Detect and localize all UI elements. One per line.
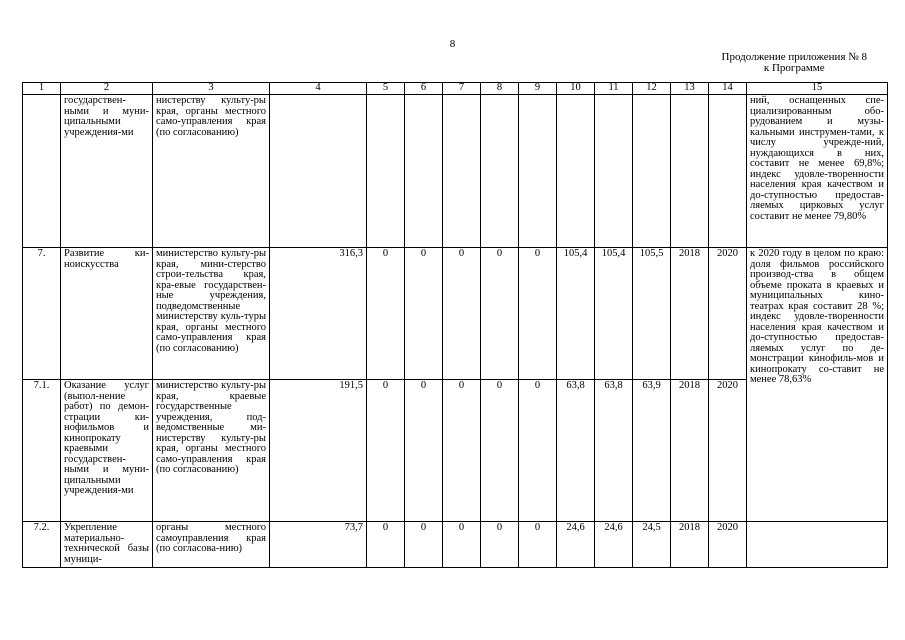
empty-cell <box>747 522 888 568</box>
value-cell: 73,7 <box>270 522 367 568</box>
page-number: 8 <box>449 38 456 50</box>
header-cell: 13 <box>671 83 709 95</box>
year-start: 2018 <box>671 248 709 380</box>
continuation-line-1: Продолжение приложения № 8 <box>721 51 867 63</box>
value-cell: 63,8 <box>557 380 595 522</box>
row-number: 7. <box>23 248 61 380</box>
value-cell: 0 <box>481 380 519 522</box>
value-cell: 0 <box>481 248 519 380</box>
value-cell: 0 <box>481 522 519 568</box>
measure-name: Развитие ки-ноискусства <box>61 248 153 380</box>
value-cell: 63,9 <box>633 380 671 522</box>
header-cell: 4 <box>270 83 367 95</box>
value-cell: 0 <box>367 248 405 380</box>
value-cell: 105,4 <box>557 248 595 380</box>
header-cell: 15 <box>747 83 888 95</box>
value-cell: 191,5 <box>270 380 367 522</box>
header-cell: 12 <box>633 83 671 95</box>
value-cell: 0 <box>405 522 443 568</box>
value-cell: 24,6 <box>595 522 633 568</box>
executor: нистерству культу-ры края, органы местного само-управления края (по согласованию) <box>153 95 270 248</box>
year-start: 2018 <box>671 522 709 568</box>
value-cell: 0 <box>519 522 557 568</box>
value-cell: 0 <box>405 248 443 380</box>
value-cell: 24,5 <box>633 522 671 568</box>
year-end: 2020 <box>709 380 747 522</box>
header-cell: 3 <box>153 83 270 95</box>
header-cell: 2 <box>61 83 153 95</box>
value-cell: 63,8 <box>595 380 633 522</box>
value-cell <box>595 95 633 248</box>
header-cell: 11 <box>595 83 633 95</box>
value-cell: 0 <box>367 380 405 522</box>
executor: органы местного самоуправления края (по согласова-нию) <box>153 522 270 568</box>
year-start <box>671 95 709 248</box>
value-cell: 0 <box>443 380 481 522</box>
value-cell <box>270 95 367 248</box>
value-cell: 0 <box>519 248 557 380</box>
value-cell: 0 <box>519 380 557 522</box>
value-cell: 316,3 <box>270 248 367 380</box>
year-end: 2020 <box>709 522 747 568</box>
header-cell: 10 <box>557 83 595 95</box>
expected-result: ний, оснащенных спе-циализированным обо-рудованием и музы-кальными инструмен-тами, к числу учрежде-ний, нуждающихся в них, составит не менее 69,8%; индекс удовле-творенности населения края качеством и до-ступностью предостав-ляемых цирковых услуг составит не менее 79,80% <box>747 95 888 248</box>
header-row <box>23 83 888 95</box>
expected-result: к 2020 году в целом по краю: доля фильмов российского производ-ства в общем объеме проката в краевых и муниципальных кино-театрах края составит 28 %; индекс удовле-творенности населения края качеством и до-ступностью предостав-ляемых услуг по де-монстрации кинофиль-мов и кинопрокату со-ставит не менее 78,63% <box>747 248 888 522</box>
value-cell <box>405 95 443 248</box>
header-cell: 5 <box>367 83 405 95</box>
table-row <box>23 95 888 248</box>
row-number: 7.1. <box>23 380 61 522</box>
executor: министерство культу-ры края, мини-стерство строи-тельства края, кра-евые государствен-ные учреждения, подведомственные министерству куль-туры края, органы местного само-управления края (по согласованию) <box>153 248 270 380</box>
value-cell <box>367 95 405 248</box>
program-table <box>22 82 888 568</box>
value-cell: 0 <box>367 522 405 568</box>
measure-name: государствен-ными и муни-ципальными учреждения-ми <box>61 95 153 248</box>
value-cell <box>557 95 595 248</box>
header-cell: 1 <box>23 83 61 95</box>
year-end <box>709 95 747 248</box>
row-number <box>23 95 61 248</box>
value-cell: 105,4 <box>595 248 633 380</box>
table-row <box>23 248 888 380</box>
table-row <box>23 522 888 568</box>
value-cell <box>519 95 557 248</box>
continuation-note <box>722 52 867 74</box>
value-cell: 105,5 <box>633 248 671 380</box>
value-cell: 0 <box>443 522 481 568</box>
value-cell <box>481 95 519 248</box>
continuation-line-2: к Программе <box>763 62 825 74</box>
measure-name: Оказание услуг (выпол-нение работ) по демон-страции ки-нофильмов и кинопрокату краевыми государствен-ными и муни-ципальными учреждения-ми <box>61 380 153 522</box>
value-cell: 0 <box>443 248 481 380</box>
header-cell: 8 <box>481 83 519 95</box>
executor: министерство культу-ры края, краевые государственные учреждения, под-ведомственные ми-нистерству культу-ры края, органы местного само-управления края (по согласованию) <box>153 380 270 522</box>
year-end: 2020 <box>709 248 747 380</box>
header-cell: 6 <box>405 83 443 95</box>
year-start: 2018 <box>671 380 709 522</box>
value-cell <box>633 95 671 248</box>
measure-name: Укрепление материально-технической базы муници- <box>61 522 153 568</box>
value-cell: 0 <box>405 380 443 522</box>
header-cell: 7 <box>443 83 481 95</box>
value-cell <box>443 95 481 248</box>
row-number: 7.2. <box>23 522 61 568</box>
header-cell: 14 <box>709 83 747 95</box>
value-cell: 24,6 <box>557 522 595 568</box>
header-cell: 9 <box>519 83 557 95</box>
